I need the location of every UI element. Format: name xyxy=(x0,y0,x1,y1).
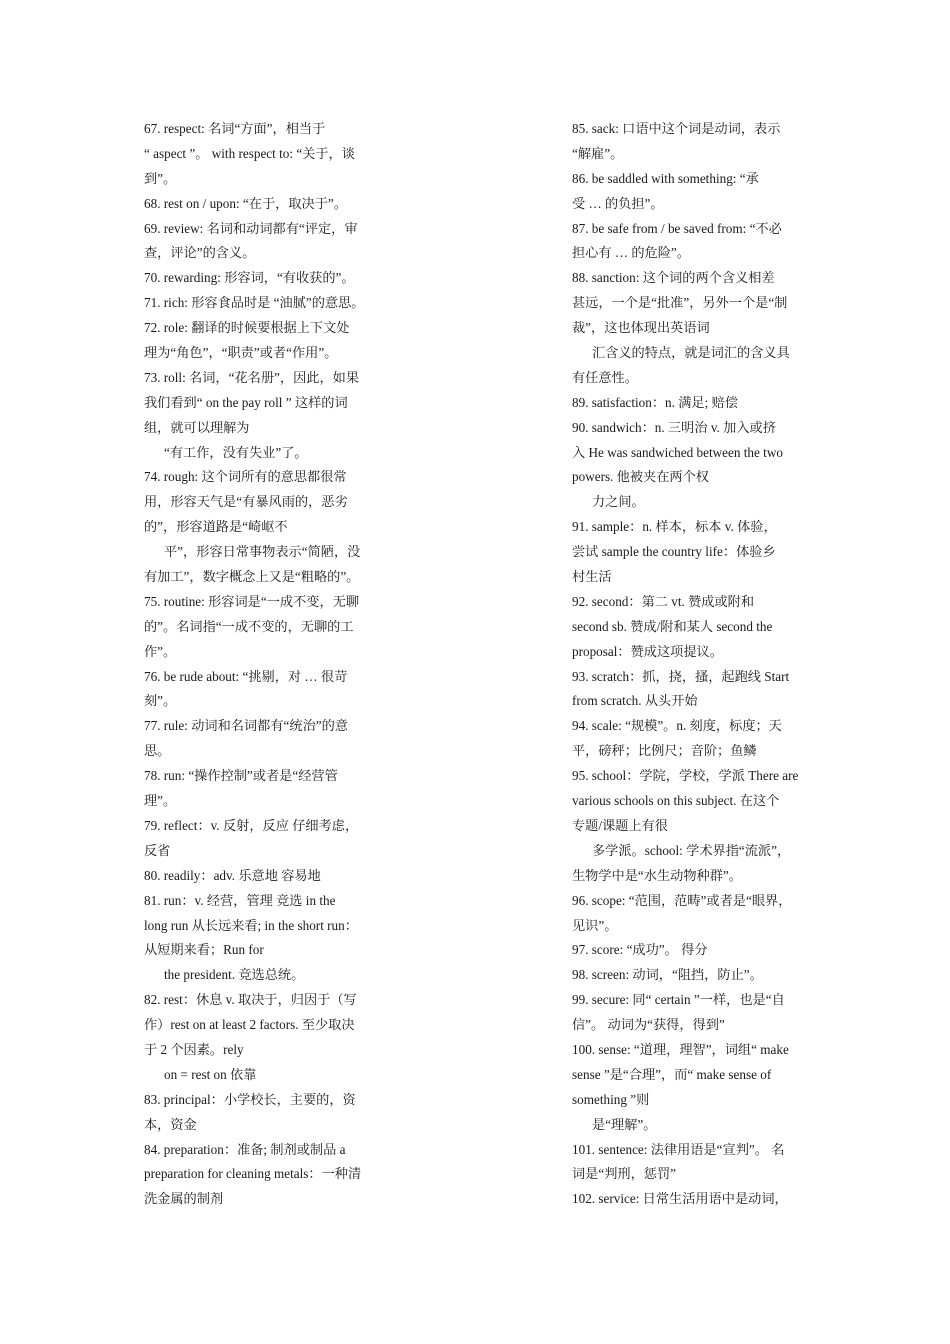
text-line: 72. role: 翻译的时候要根据上下文处 xyxy=(144,320,350,336)
text-line: 86. be saddled with something: “承 xyxy=(572,170,759,186)
text-line: 反省 xyxy=(144,842,171,858)
text-line: 91. sample：n. 样本，标本 v. 体验， xyxy=(572,519,777,535)
text-line: long run 从长远来看; in the short run： xyxy=(144,917,358,933)
text-line: 97. score: “成功”。 得分 xyxy=(572,942,708,958)
left-column xyxy=(144,117,382,1212)
text-line: something ”则 xyxy=(572,1091,650,1107)
text-line: 受 … 的负担”。 xyxy=(572,195,664,211)
text-line: 见识”。 xyxy=(572,917,618,933)
text-line: 95. school：学院，学校，学派 There are xyxy=(572,768,799,784)
text-line: sense ”是“合理”，而“ make sense of xyxy=(572,1066,772,1082)
text-line: 查，评论”的含义。 xyxy=(144,245,256,261)
text-line: 甚远，一个是“批准”，另外一个是“制 xyxy=(572,295,788,311)
text-line: 71. rich: 形容食品时是 “油腻”的意思。 xyxy=(144,295,365,311)
text-line: second sb. 赞成/附和某人 second the xyxy=(572,618,773,634)
text-line: 到”。 xyxy=(144,170,177,186)
text-line: 担心有 … 的危险”。 xyxy=(572,245,690,261)
text-line: 81. run：v. 经营，管理 竞选 in the xyxy=(144,892,336,908)
text-line: “ aspect ”。 with respect to: “关于，谈 xyxy=(144,145,355,161)
text-line: 汇含义的特点，就是词汇的含义具 xyxy=(592,345,790,361)
text-line: 69. review: 名词和动词都有“评定，审 xyxy=(144,220,358,236)
text-line: 组，就可以理解为 xyxy=(144,419,250,435)
text-line: 用，形容天气是“有暴风雨的，恶劣 xyxy=(144,494,348,510)
text-line: 76. be rude about: “挑剔，对 … 很苛 xyxy=(144,668,348,684)
text-line: 99. secure: 同“ certain ”一样，也是“自 xyxy=(572,992,785,1008)
text-line: 78. run: “操作控制”或者是“经营管 xyxy=(144,768,338,784)
text-line: 入 He was sandwiched between the two xyxy=(572,444,783,460)
text-line: preparation for cleaning metals：一种清 xyxy=(144,1166,362,1182)
text-line: 70. rewarding: 形容词，“有收获的”。 xyxy=(144,270,355,286)
text-line: 我们看到“ on the pay roll ” 这样的词 xyxy=(144,394,348,410)
text-line: 裁”，这也体现出英语词 xyxy=(572,320,710,336)
text-line: 的”，形容道路是“崎岖不 xyxy=(144,519,288,535)
text-line: from scratch. 从头开始 xyxy=(572,693,698,709)
text-line: 洗金属的制剂 xyxy=(144,1191,224,1207)
text-line: 88. sanction: 这个词的两个含义相差 xyxy=(572,270,775,286)
text-line: 102. service: 日常生活用语中是动词， xyxy=(572,1191,788,1207)
text-line: 生物学中是“水生动物种群”。 xyxy=(572,867,742,883)
text-line: 专题/课题上有很 xyxy=(572,817,668,833)
text-line: 多学派。school: 学术界指“流派”， xyxy=(592,842,791,858)
text-line: 尝试 sample the country life：体验乡 xyxy=(572,544,776,560)
text-line: 87. be safe from / be saved from: “不必 xyxy=(572,220,782,236)
text-line: proposal：赞成这项提议。 xyxy=(572,643,723,659)
text-line: 82. rest：休息 v. 取决于，归因于（写 xyxy=(144,992,357,1008)
text-line: 85. sack: 口语中这个词是动词，表示 xyxy=(572,121,781,136)
text-line: 词是“判刑，惩罚” xyxy=(572,1166,677,1182)
text-line: 作）rest on at least 2 factors. 至少取决 xyxy=(144,1017,355,1033)
text-line: 92. second：第二 vt. 赞成或附和 xyxy=(572,593,755,609)
text-line: 68. rest on / upon: “在于，取决于”。 xyxy=(144,195,347,211)
text-line: 94. scale: “规模”。n. 刻度，标度；天 xyxy=(572,718,782,734)
text-line: 84. preparation：准备; 制剂或制品 a xyxy=(144,1141,346,1157)
right-column xyxy=(572,117,810,1212)
text-line: 96. scope: “范围，范畴”或者是“眼界， xyxy=(572,892,792,908)
text-line: 93. scratch：抓，挠，搔，起跑线 Start xyxy=(572,668,790,684)
text-line: 于 2 个因素。rely xyxy=(144,1041,244,1057)
text-line: 89. satisfaction：n. 满足; 赔偿 xyxy=(572,394,738,410)
text-line: 平”，形容日常事物表示“简陋，没 xyxy=(164,544,361,560)
text-line: 90. sandwich：n. 三明治 v. 加入或挤 xyxy=(572,419,776,435)
text-line: 思。 xyxy=(144,743,171,759)
text-line: “解雇”。 xyxy=(572,145,624,161)
text-line: 75. routine: 形容词是“一成不变，无聊 xyxy=(144,593,360,609)
text-line: “有工作，没有失业”了。 xyxy=(164,444,308,460)
text-line: 理为“角色”，“职责”或者“作用”。 xyxy=(144,345,338,361)
text-line: 101. sentence: 法律用语是“宣判”。 名 xyxy=(572,1141,785,1157)
text-line: 理”。 xyxy=(144,793,177,809)
text-line: 77. rule: 动词和名词都有“统治”的意 xyxy=(144,718,349,734)
text-line: 83. principal：小学校长，主要的，资 xyxy=(144,1091,356,1107)
text-line: 73. roll: 名词，“花名册”，因此，如果 xyxy=(144,369,360,385)
text-line: 本，资金 xyxy=(144,1116,197,1132)
text-line: 80. readily：adv. 乐意地 容易地 xyxy=(144,867,321,883)
text-line: 信”。 动词为“获得，得到” xyxy=(572,1017,725,1033)
text-line: 刻”。 xyxy=(144,693,177,709)
text-line: on = rest on 依靠 xyxy=(164,1066,257,1082)
text-line: 村生活 xyxy=(572,569,612,585)
text-line: 74. rough: 这个词所有的意思都很常 xyxy=(144,469,347,485)
text-line: 98. screen: 动词，“阻挡，防止”。 xyxy=(572,967,763,983)
text-line: the president. 竞选总统。 xyxy=(164,967,305,983)
text-line: 79. reflect：v. 反射，反应 仔细考虑， xyxy=(144,817,359,833)
text-line: powers. 他被夹在两个权 xyxy=(572,469,709,485)
text-line: 67. respect: 名词“方面”，相当于 xyxy=(144,121,326,136)
text-line: 有加工”，数字概念上又是“粗略的”。 xyxy=(144,569,360,585)
text-line: 的”。名词指“一成不变的，无聊的工 xyxy=(144,618,354,634)
text-line: various schools on this subject. 在这个 xyxy=(572,793,780,809)
text-line: 100. sense: “道理，理智”，词组“ make xyxy=(572,1041,789,1057)
text-line: 平，磅秤；比例尺；音阶；鱼鳞 xyxy=(572,743,757,759)
text-line: 是“理解”。 xyxy=(592,1116,657,1132)
text-line: 力之间。 xyxy=(592,494,645,510)
text-line: 从短期来看；Run for xyxy=(144,942,264,958)
text-line: 作”。 xyxy=(144,643,177,659)
text-line: 有任意性。 xyxy=(572,369,638,385)
